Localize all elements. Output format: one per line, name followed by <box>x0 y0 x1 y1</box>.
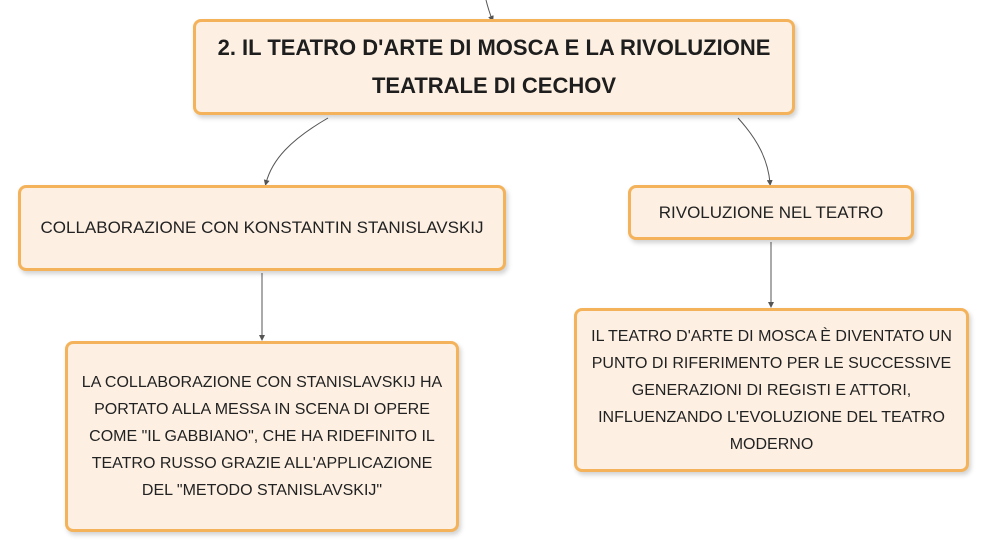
root-topic-node[interactable] <box>193 19 795 115</box>
subtopic-node-collaborazione-detail[interactable] <box>65 341 459 532</box>
topic-node-collaborazione[interactable] <box>18 185 506 271</box>
subtopic-text-rivoluzione: IL TEATRO D'ARTE DI MOSCA È DIVENTATO UN PUNTO DI RIFERIMENTO PER LE SUCCESSIVE GENERAZIONI DI REGISTI E ATTORI, INFLUENZANDO L'EVOLUZIONE DEL TEATRO MODERNO <box>591 327 952 453</box>
connector-parent-to-root <box>486 0 492 19</box>
topic-label-collaborazione: COLLABORAZIONE CON KONSTANTIN STANISLAVSKIJ <box>40 218 484 237</box>
connector-root-to-rivoluzione <box>738 118 770 183</box>
connector-root-to-collaborazione <box>266 118 328 183</box>
subtopic-node-rivoluzione-detail[interactable] <box>574 308 969 472</box>
subtopic-text-collaborazione: LA COLLABORAZIONE CON STANISLAVSKIJ HA PORTATO ALLA MESSA IN SCENA DI OPERE COME "IL GABBIANO", CHE HA RIDEFINITO IL TEATRO RUSSO GRAZIE ALL'APPLICAZIONE DEL "METODO STANISLAVSKIJ" <box>81 374 443 499</box>
root-topic-title: 2. IL TEATRO D'ARTE DI MOSCA E LA RIVOLUZIONE TEATRALE DI CECHOV <box>217 35 771 98</box>
topic-node-rivoluzione[interactable] <box>628 185 914 240</box>
topic-label-rivoluzione: RIVOLUZIONE NEL TEATRO <box>658 202 884 222</box>
